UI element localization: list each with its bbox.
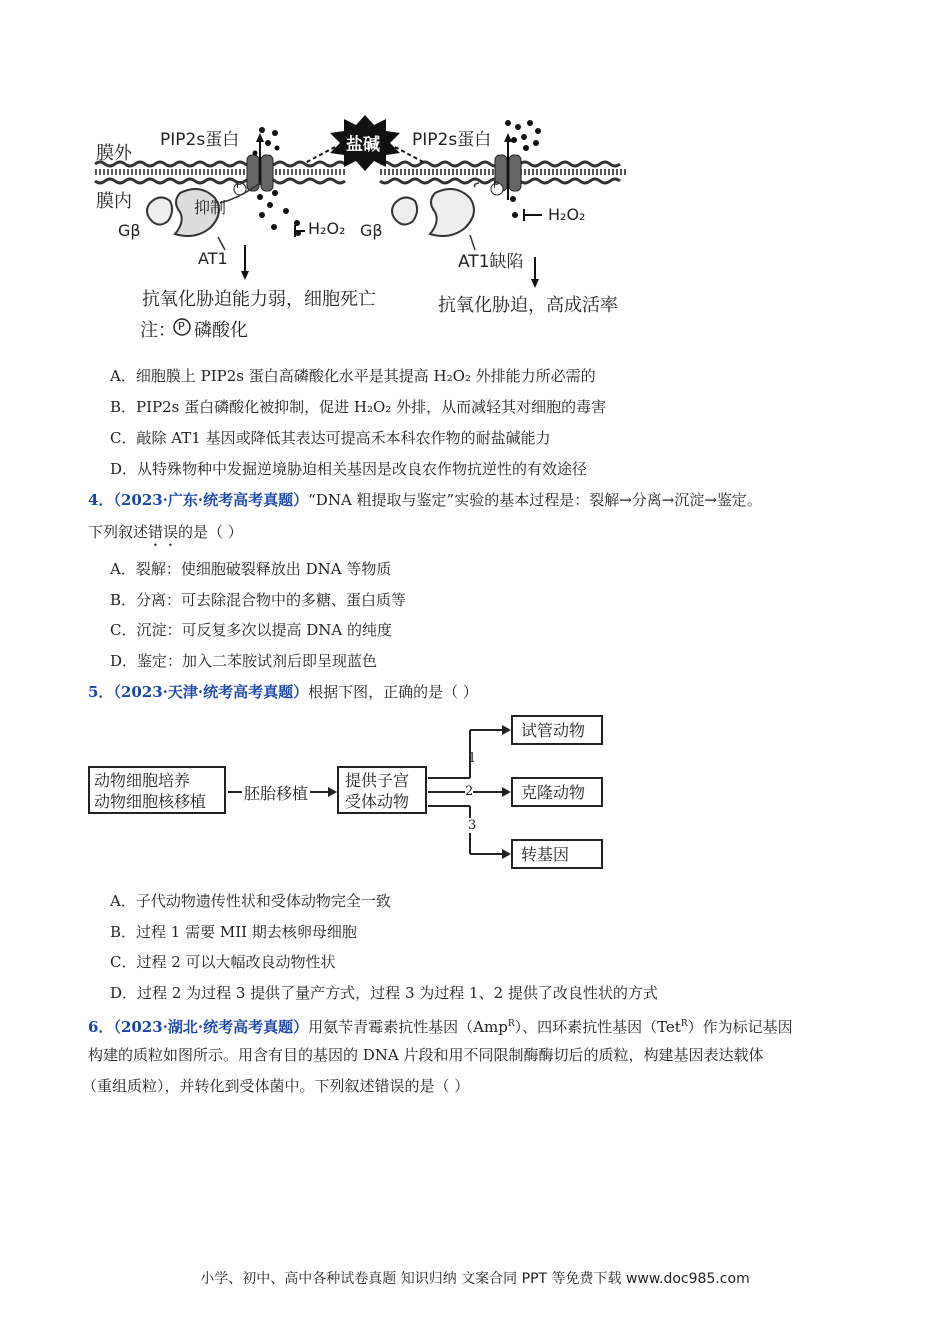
q5-box-out1: 试管动物 (511, 715, 603, 745)
q4-option-c[interactable]: C．沉淀：可反复多次以提高 DNA 的纯度 (110, 621, 392, 639)
label-membrane-inside: 膜内 (96, 191, 132, 212)
q5-source: （2023·天津·统考高考真题） (113, 683, 309, 701)
q4-number: 4． (88, 491, 114, 509)
q5-stem-text: 根据下图，正确的是（ ） (308, 683, 478, 701)
q4-source: （2023·广东·统考高考真题） (113, 491, 309, 509)
label-note-p: P (178, 320, 185, 333)
q6-sup-r2: R (680, 1019, 688, 1029)
q5-path-label-2: 2 (465, 784, 474, 799)
q5-number: 5． (88, 683, 114, 701)
q4-stem2-emphasis: 错误 (148, 523, 179, 541)
q5-box-source-line1: 动物细胞培养 (94, 771, 191, 790)
label-p-right: P (493, 180, 500, 191)
label-h2o2-right: H₂O₂ (548, 205, 586, 224)
q4-stem-line1 (88, 489, 762, 511)
label-result-right: 抗氧化胁迫，高成活率 (438, 295, 618, 316)
label-note-text: 磷酸化 (194, 320, 248, 341)
q5-box-recipient (337, 766, 427, 814)
q5-option-d[interactable]: D．过程 2 为过程 3 提供了量产方式，过程 3 为过程 1、2 提供了改良性状的方式 (110, 984, 658, 1002)
label-pip2s-left: PIP2s蛋白 (160, 130, 240, 150)
q5-path-label-3: 3 (468, 818, 477, 833)
label-at1-defect: AT1缺陷 (458, 252, 524, 272)
q4-stem1: “DNA 粗提取与鉴定”实验的基本过程是：裂解→分离→沉淀→鉴定。 (308, 491, 762, 509)
q6-stem-line2: 构建的质粒如图所示。用含有目的基因的 DNA 片段和用不同限制酶酶切后的质粒，构建基因表达载体 (88, 1046, 764, 1064)
q5-path-label-1: 1 (468, 751, 477, 766)
q3-option-c[interactable]: C．敲除 AT1 基因或降低其表达可提高禾本科农作物的耐盐碱能力 (110, 429, 551, 447)
membrane-left (95, 162, 345, 184)
q3-figure (90, 115, 650, 350)
label-membrane-outside: 膜外 (96, 143, 132, 164)
q6-stem-line3: （重组质粒），并转化到受体菌中。下列叙述错误的是（ ） (82, 1077, 470, 1095)
q3-option-a[interactable]: A．细胞膜上 PIP2s 蛋白高磷酸化水平是其提高 H₂O₂ 外排能力所必需的 (110, 367, 596, 385)
q4-stem-line2 (88, 521, 243, 550)
q6-stem-line1 (88, 1013, 793, 1038)
q3-option-d[interactable]: D．从特殊物种中发掘逆境胁迫相关基因是改良农作物抗逆性的有效途径 (110, 460, 588, 478)
q6-line1-mid: ）、四环素抗性基因（Tet (514, 1018, 681, 1036)
q4-option-d[interactable]: D．鉴定：加入二苯胺试剂后即呈现蓝色 (110, 652, 378, 670)
q5-box-recipient-line2: 受体动物 (345, 792, 410, 811)
q4-stem2-a: 下列叙述 (88, 523, 149, 541)
label-p-left: P (236, 180, 243, 191)
q4-option-a[interactable]: A．裂解：使细胞破裂释放出 DNA 等物质 (110, 560, 392, 578)
q5-box-source (88, 766, 226, 814)
page-footer: 小学、初中、高中各种试卷真题 知识归纳 文案合同 PPT 等免费下载 www.doc985.com (200, 1271, 750, 1287)
q5-arrow-label: 胚胎移植 (242, 781, 310, 804)
q6-sup-r1: R (507, 1019, 515, 1029)
q5-box-out2: 克隆动物 (511, 777, 603, 807)
q5-box-out3: 转基因 (511, 839, 603, 869)
q5-box-source-line2: 动物细胞核移植 (94, 792, 207, 811)
q5-option-c[interactable]: C．过程 2 可以大幅改良动物性状 (110, 953, 336, 971)
label-h2o2-left: H₂O₂ (308, 219, 346, 238)
q6-number: 6． (88, 1018, 114, 1036)
label-inhibit: 抑制 (194, 198, 227, 217)
at1-complex-right (392, 183, 542, 288)
q5-option-a[interactable]: A．子代动物遗传性状和受体动物完全一致 (110, 892, 391, 910)
label-salt-alkali: 盐碱 (346, 135, 380, 155)
label-pip2s-right: PIP2s蛋白 (412, 130, 492, 150)
q5-option-b[interactable]: B．过程 1 需要 MII 期去核卵母细胞 (110, 923, 357, 941)
q6-source: （2023·湖北·统考高考真题） (113, 1018, 309, 1036)
q5-stem (88, 681, 478, 703)
label-at1: AT1 (198, 249, 228, 268)
label-gbeta-right: Gβ (360, 221, 383, 240)
q6-line1-end: ）作为标记基因 (687, 1018, 793, 1036)
q5-box-recipient-line1: 提供子宫 (345, 771, 410, 790)
q5-flowchart (88, 710, 618, 875)
q3-option-b[interactable]: B．PIP2s 蛋白磷酸化被抑制，促进 H₂O₂ 外排，从而减轻其对细胞的毒害 (110, 398, 607, 416)
label-note: 注： (140, 320, 176, 341)
label-gbeta-left: Gβ (118, 221, 141, 240)
label-result-left: 抗氧化胁迫能力弱，细胞死亡 (142, 289, 376, 310)
q4-option-b[interactable]: B．分离：可去除混合物中的多糖、蛋白质等 (110, 591, 407, 609)
q4-stem2-b: 的是（ ） (178, 523, 243, 541)
q6-line1: 用氨苄青霉素抗性基因（Amp (308, 1018, 508, 1036)
